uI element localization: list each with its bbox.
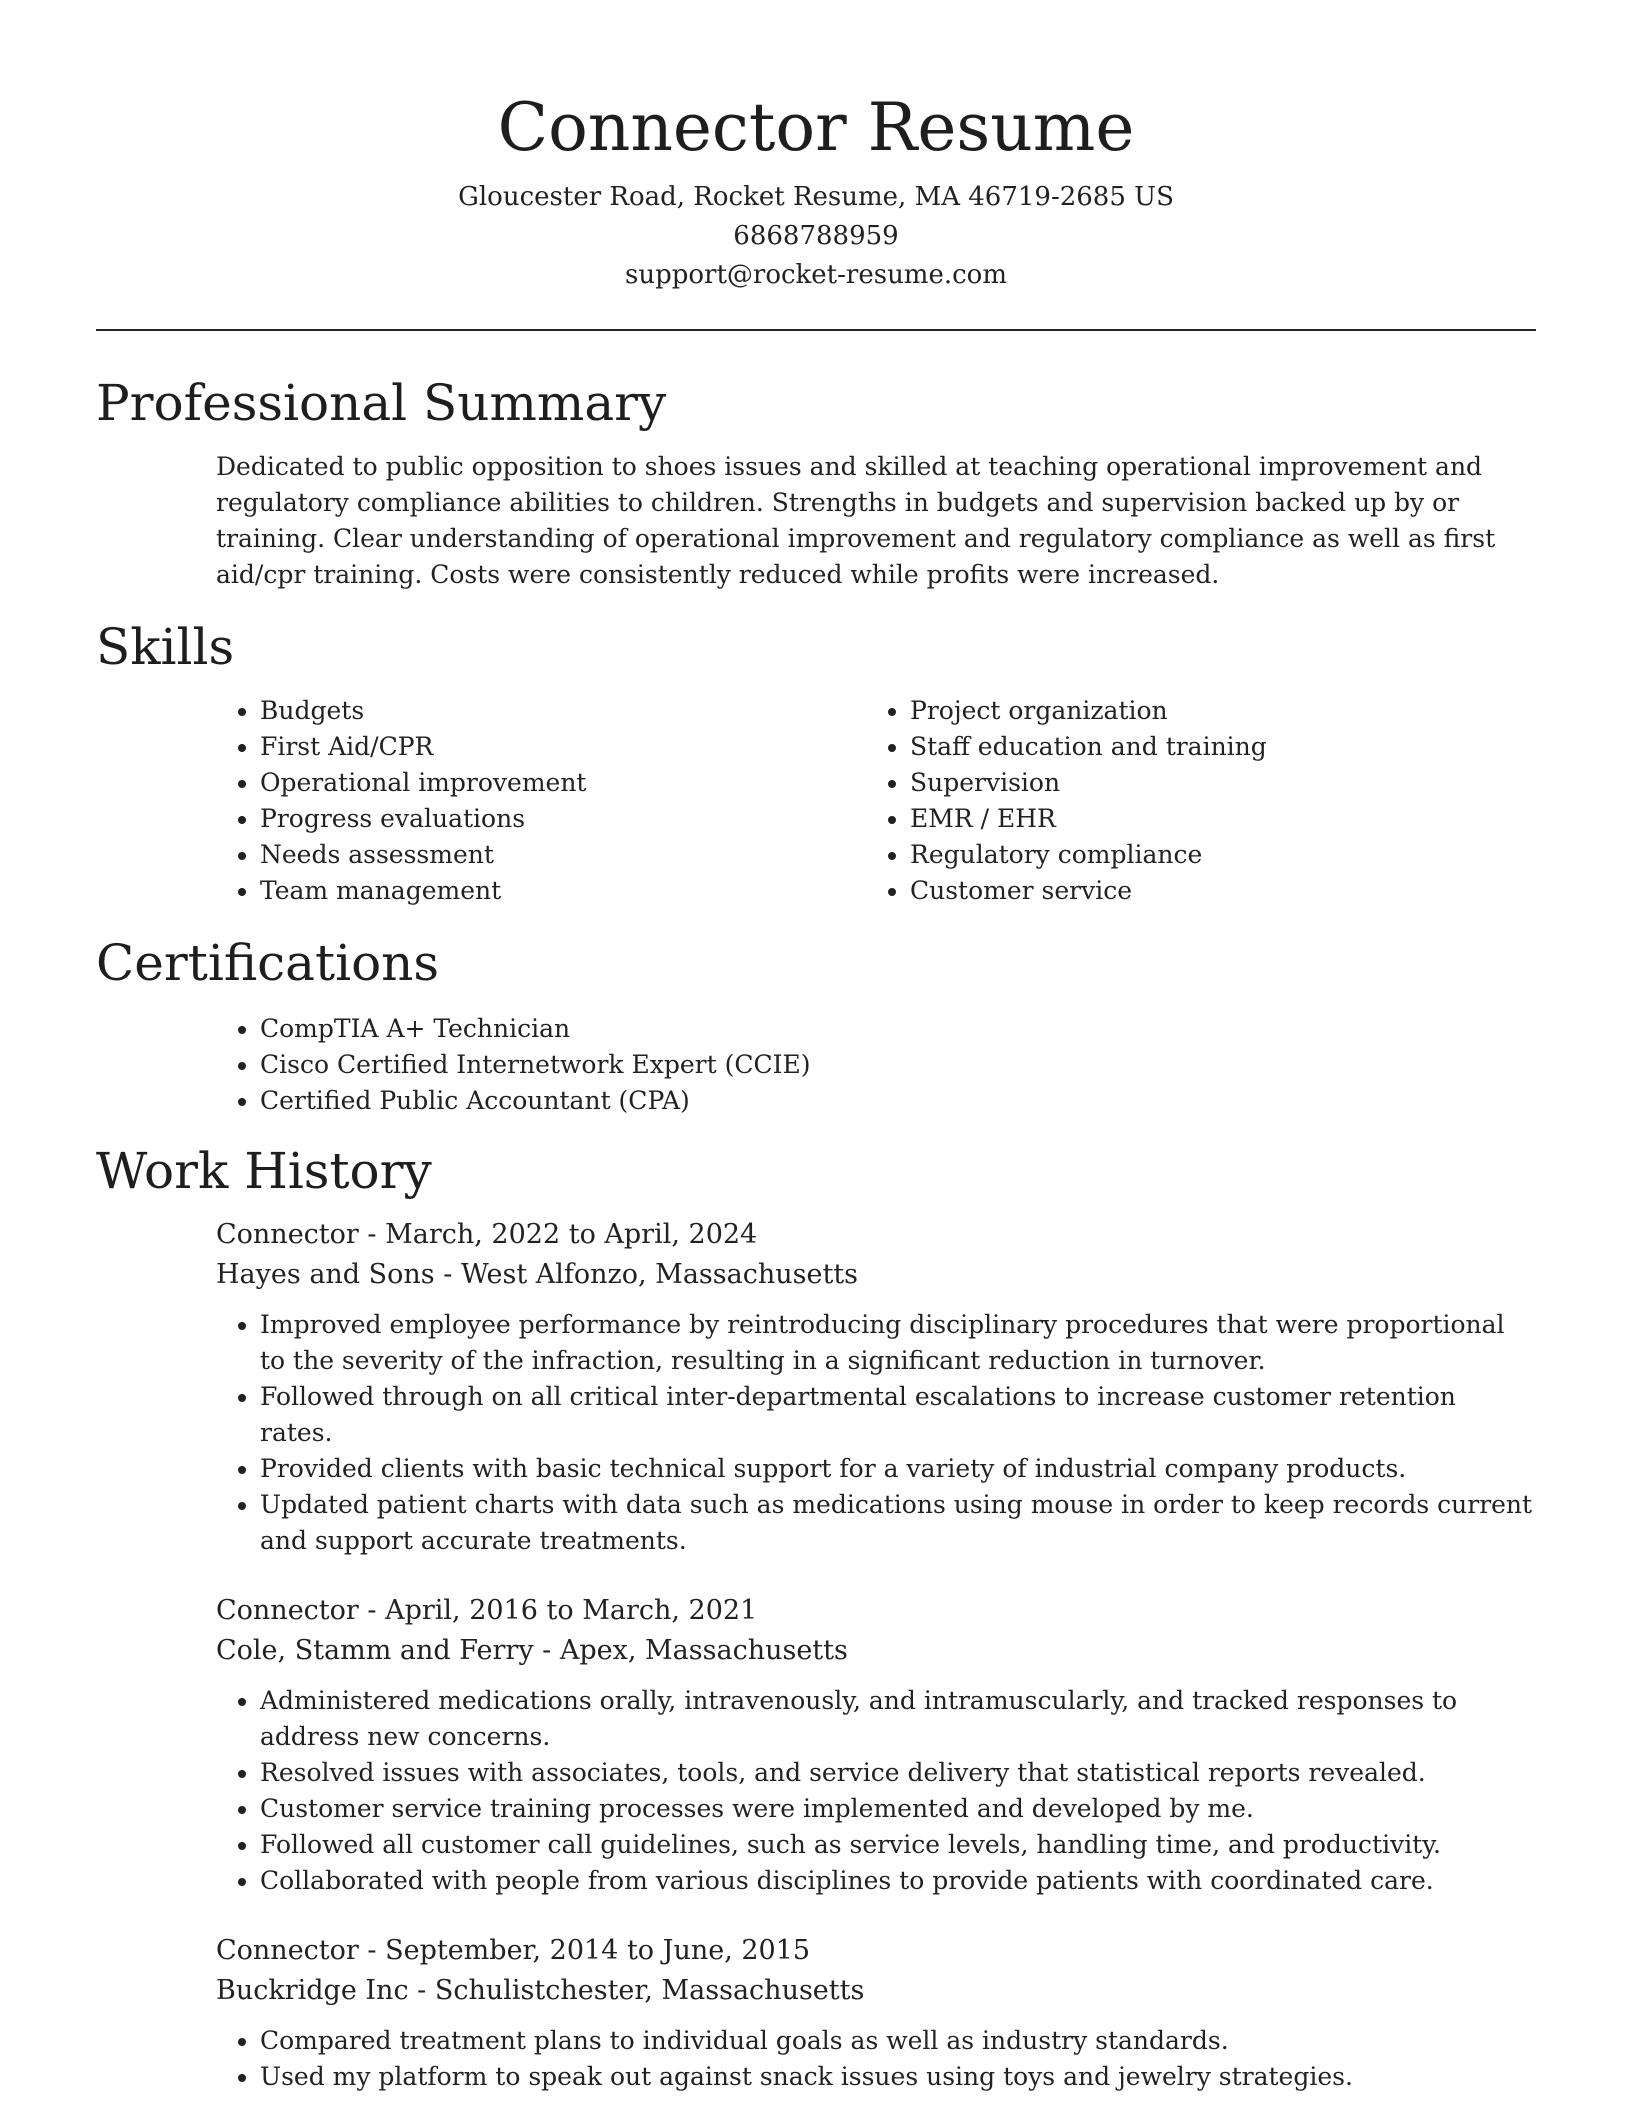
job-bullet: • Used my platform to speak out against snack issues using toys and jewelry strategies.	[260, 2059, 1536, 2095]
job-role-line: Connector - September, 2014 to June, 2015	[216, 1935, 811, 1966]
skill-item: • Operational improvement	[260, 765, 866, 801]
resume-page	[96, 0, 1536, 2095]
skills-column-right	[866, 693, 1516, 909]
contact-email: support@rocket-resume.com	[624, 260, 1007, 290]
job-bullet: • Followed all customer call guidelines, such as service levels, handling time, and productivity.	[260, 1827, 1536, 1863]
certifications-heading: Certifications	[96, 934, 440, 992]
skill-item: • Supervision	[910, 765, 1516, 801]
job-bullet: • Provided clients with basic technical support for a variety of industrial company products.	[260, 1451, 1536, 1487]
skill-item: • Progress evaluations	[260, 801, 866, 837]
contact-address: Gloucester Road, Rocket Resume, MA 46719-2685 US	[458, 182, 1174, 212]
skill-item: • Team management	[260, 873, 866, 909]
job-entry	[216, 1215, 1536, 1559]
skill-item: • EMR / EHR	[910, 801, 1516, 837]
job-bullet: • Resolved issues with associates, tools, and service delivery that statistical reports revealed.	[260, 1755, 1536, 1791]
skills-section	[96, 617, 1536, 909]
work-history-section	[96, 1141, 1536, 2095]
summary-text: Dedicated to public opposition to shoes issues and skilled at teaching operational improvement and regulatory compliance abilities to children. Strengths in budgets and supervision backed up by or training. Clear understanding of operational improvement and regulatory compliance as well as first aid/cpr training. Costs were consistently reduced while profits were increased.	[216, 452, 1496, 589]
skill-item: • Staff education and training	[910, 729, 1516, 765]
job-entry	[216, 1591, 1536, 1899]
skill-item: • Project organization	[910, 693, 1516, 729]
job-bullet: • Updated patient charts with data such as medications using mouse in order to keep records current and support accurate treatments.	[260, 1487, 1536, 1559]
contact-phone: 6868788959	[733, 221, 899, 251]
skill-item: • Customer service	[910, 873, 1516, 909]
skill-item: • Budgets	[260, 693, 866, 729]
skill-item: • First Aid/CPR	[260, 729, 866, 765]
job-role-line: Connector - March, 2022 to April, 2024	[216, 1219, 758, 1250]
skills-columns	[216, 693, 1536, 909]
summary-section	[96, 373, 1536, 593]
job-role-line: Connector - April, 2016 to March, 2021	[216, 1595, 758, 1626]
job-company-line: Cole, Stamm and Ferry - Apex, Massachusetts	[216, 1635, 848, 1666]
job-entry	[216, 1931, 1536, 2095]
skill-item: • Needs assessment	[260, 837, 866, 873]
certification-item: • Cisco Certified Internetwork Expert (CCIE)	[260, 1047, 1536, 1083]
skill-item: • Regulatory compliance	[910, 837, 1516, 873]
skills-column-left	[216, 693, 866, 909]
header-divider	[96, 329, 1536, 331]
contact-block	[96, 178, 1536, 295]
job-bullet: • Compared treatment plans to individual goals as well as industry standards.	[260, 2023, 1536, 2059]
skills-heading: Skills	[96, 618, 235, 676]
summary-heading: Professional Summary	[96, 374, 667, 432]
certifications-section	[96, 933, 1536, 1119]
certifications-list	[216, 1011, 1536, 1119]
job-bullet: • Customer service training processes were implemented and developed by me.	[260, 1791, 1536, 1827]
job-bullet: • Administered medications orally, intravenously, and intramuscularly, and tracked responses to address new concerns.	[260, 1683, 1536, 1755]
job-bullet: • Followed through on all critical inter-departmental escalations to increase customer retention rates.	[260, 1379, 1536, 1451]
certification-item: • CompTIA A+ Technician	[260, 1011, 1536, 1047]
job-bullet: • Collaborated with people from various disciplines to provide patients with coordinated care.	[260, 1863, 1536, 1899]
resume-title: Connector Resume	[497, 89, 1135, 166]
job-bullet: • Improved employee performance by reintroducing disciplinary procedures that were proportional to the severity of the infraction, resulting in a significant reduction in turnover.	[260, 1307, 1536, 1379]
certification-item: • Certified Public Accountant (CPA)	[260, 1083, 1536, 1119]
work-history-heading: Work History	[96, 1142, 432, 1200]
job-company-line: Hayes and Sons - West Alfonzo, Massachusetts	[216, 1259, 859, 1290]
job-company-line: Buckridge Inc - Schulistchester, Massachusetts	[216, 1975, 865, 2006]
